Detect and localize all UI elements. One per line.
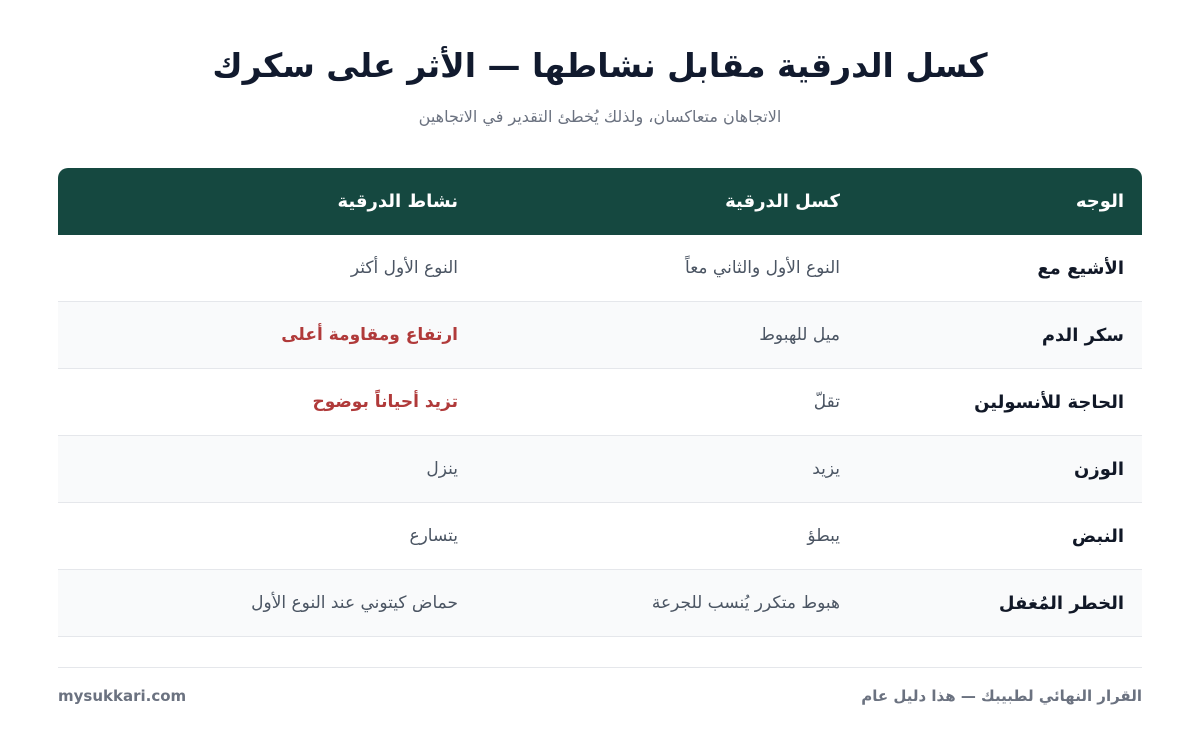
footer-divider	[58, 667, 1142, 668]
row-hypothyroid-value: ميل للهبوط	[759, 325, 840, 345]
row-hypothyroid-value: هبوط متكرر يُنسب للجرعة	[651, 593, 840, 613]
column-header-aspect: الوجه	[1075, 191, 1124, 212]
row-hyperthyroid-value: يتسارع	[409, 526, 458, 546]
row-hyperthyroid-value-highlight: ارتفاع ومقاومة أعلى	[281, 325, 458, 345]
table-row	[58, 369, 1142, 436]
table-row	[58, 570, 1142, 637]
page-subtitle: الاتجاهان متعاكسان، ولذلك يُخطئ التقدير في الاتجاهين	[418, 107, 782, 126]
row-hyperthyroid-value: حماض كيتوني عند النوع الأول	[251, 593, 458, 613]
table-row	[58, 235, 1142, 302]
table-header	[58, 168, 1142, 235]
row-aspect: الأشيع مع	[1037, 257, 1124, 279]
row-hypothyroid-value: النوع الأول والثاني معاً	[685, 258, 840, 278]
page-title: كسل الدرقية مقابل نشاطها — الأثر على سكرك	[212, 46, 988, 85]
footer-disclaimer: القرار النهائي لطبيبك — هذا دليل عام	[861, 687, 1142, 705]
row-hypothyroid-value: يبطؤ	[807, 526, 840, 546]
row-aspect: الخطر المُغفل	[998, 592, 1124, 614]
row-aspect: الوزن	[1074, 458, 1124, 480]
row-hypothyroid-value: تقلّ	[813, 392, 840, 412]
row-hyperthyroid-value: النوع الأول أكثر	[350, 258, 458, 278]
column-header-hypothyroid: كسل الدرقية	[725, 191, 840, 212]
footer-brand-link[interactable]: mysukkari.com	[58, 687, 187, 705]
row-hypothyroid-value: يزيد	[812, 459, 840, 479]
row-hyperthyroid-value-highlight: تزيد أحياناً بوضوح	[312, 392, 458, 412]
table-row	[58, 302, 1142, 369]
column-header-hyperthyroid: نشاط الدرقية	[337, 191, 458, 212]
row-aspect: سكر الدم	[1041, 324, 1124, 346]
table-row	[58, 503, 1142, 570]
row-hyperthyroid-value: ينزل	[426, 459, 458, 479]
row-aspect: الحاجة للأنسولين	[974, 391, 1124, 413]
row-aspect: النبض	[1071, 525, 1124, 547]
comparison-table	[58, 168, 1142, 637]
table-row	[58, 436, 1142, 503]
